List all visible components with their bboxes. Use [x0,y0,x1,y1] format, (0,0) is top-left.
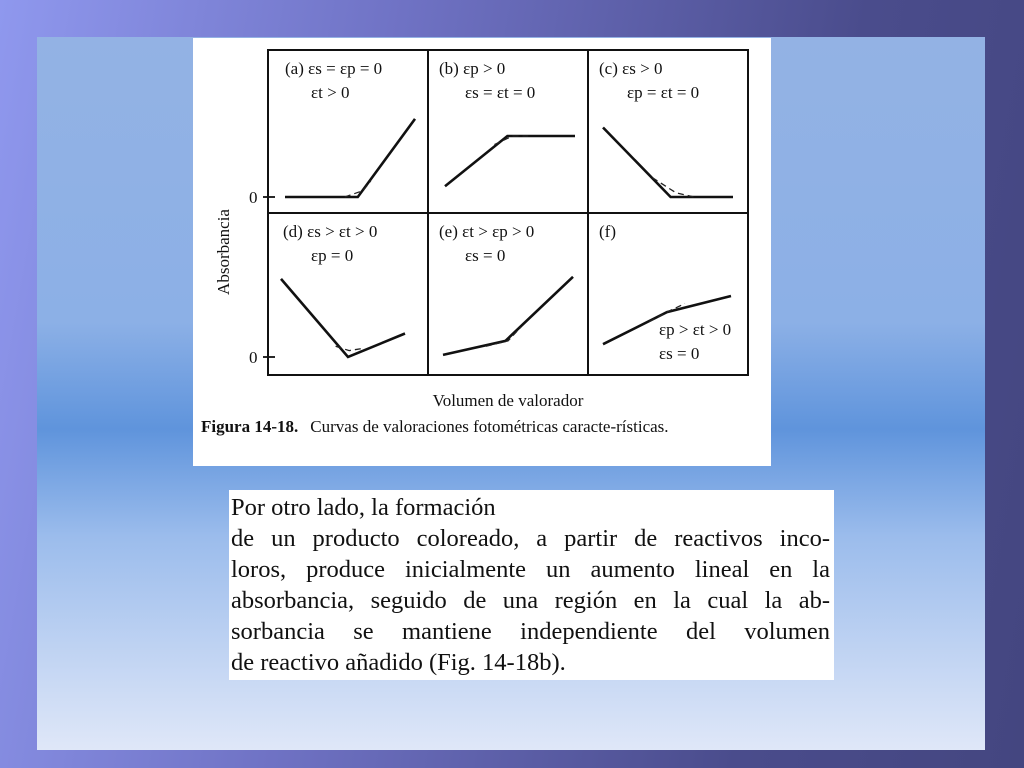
x-axis-label: Volumen de valorador [432,391,584,410]
panel-d-label-line-1: (d) εs > εt > 0 [283,222,378,241]
panel-a-label-line-1: (a) εs = εp = 0 [285,59,383,78]
paragraph-line-3: loros, produce inicialmente un aumento lineal en la [231,556,830,583]
panel-a [285,59,415,197]
paragraph-box [229,490,834,680]
zero-tick-label-top: 0 [249,188,258,207]
paragraph-line-4: absorbancia, seguido de una región en la cual la ab- [231,587,830,614]
panel-c [599,59,733,197]
panel-b-titration-curve [445,136,575,186]
panel-e-label-line-1: (e) εt > εp > 0 [439,222,535,241]
panel-a-titration-curve [285,119,415,197]
panel-e-titration-curve [443,277,573,355]
paragraph-line-1: Por otro lado, la formación [231,494,496,521]
figure-caption [201,416,767,437]
y-axis-label: Absorbancia [214,209,233,295]
panels-layer [281,59,733,363]
figure-caption-number: Figura 14-18. [201,417,299,436]
panel-b-label-line-2: εs = εt = 0 [465,83,536,102]
paragraph-line-6: de reactivo añadido (Fig. 14-18b). [231,649,566,676]
panel-c-label-line-1: (c) εs > 0 [599,59,663,78]
figure-caption-text: Curvas de valoraciones fotométricas caracte-rísticas. [310,417,669,436]
panel-d-label-line-2: εp = 0 [311,246,354,265]
figure-14-18 [193,38,771,466]
panel-e [439,222,573,355]
panel-e-label-line-2: εs = 0 [465,246,506,265]
panel-b [439,59,575,186]
panel-c-titration-curve [603,128,733,198]
panel-f-label-line-1: (f) [599,222,616,241]
panel-f [599,222,731,363]
paragraph-line-2: de un producto coloreado, a partir de reactivos inco- [231,525,830,552]
panel-c-label-line-2: εp = εt = 0 [627,83,700,102]
titration-curves-chart [193,38,771,413]
panel-d [281,222,405,357]
zero-tick-label-bottom: 0 [249,348,258,367]
panel-c-observed-curve [652,178,694,197]
panel-b-label-line-1: (b) εp > 0 [439,59,506,78]
panel-d-titration-curve [281,279,405,357]
paragraph-line-5: sorbancia se mantiene independiente del volumen [231,618,830,645]
panel-f-label-line-3: εs = 0 [659,344,700,363]
panel-f-label-line-2: εp > εt > 0 [659,320,732,339]
panel-a-label-line-2: εt > 0 [311,83,350,102]
